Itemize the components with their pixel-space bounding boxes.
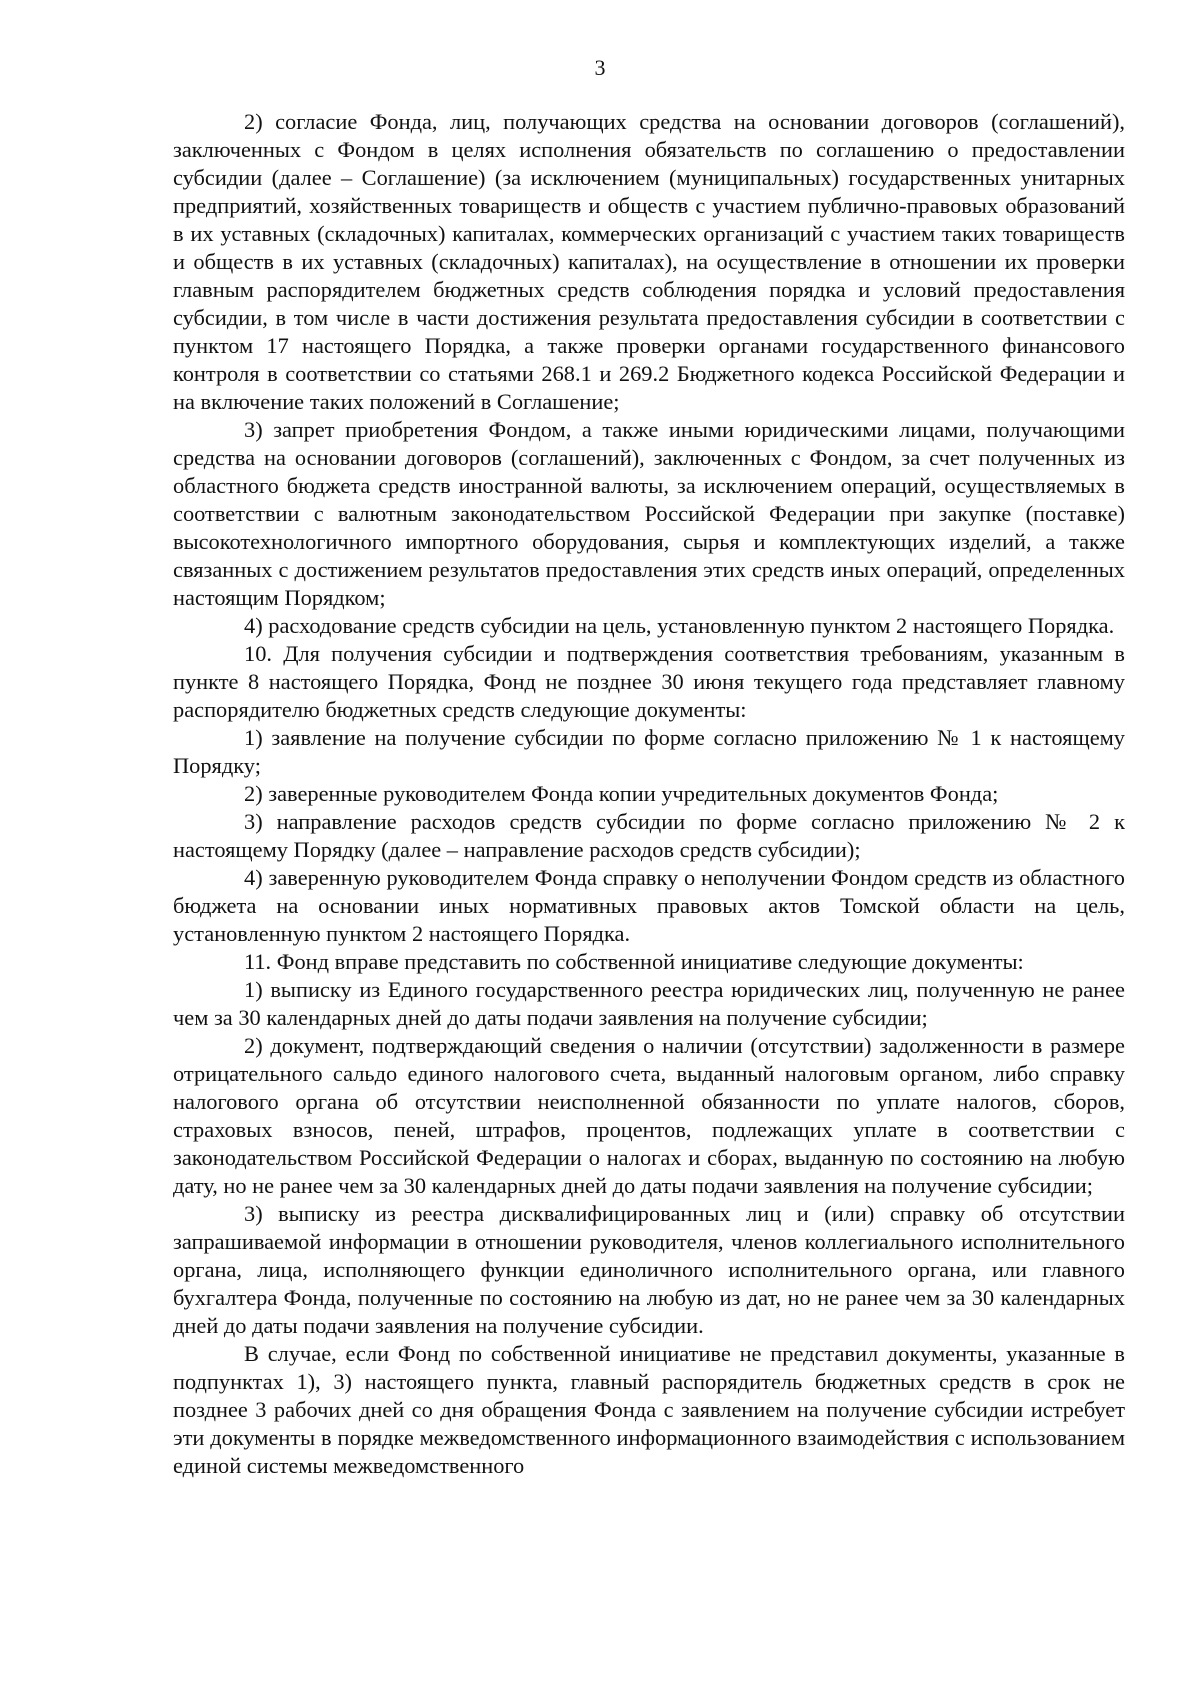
paragraph-section-11-item-1: 1) выписку из Единого государственного реестра юридических лиц, полученную не ранее чем за 30 календарных дней до даты подачи заявления на получение субсидии; xyxy=(173,977,1125,1030)
paragraph-section-10-item-1: 1) заявление на получение субсидии по форме согласно приложению № 1 к настоящему Порядку; xyxy=(173,725,1125,778)
paragraph-section-10-item-3: 3) направление расходов средств субсидии по форме согласно приложению № 2 к настоящему Порядку (далее – направление расходов средств субсидии); xyxy=(173,809,1125,862)
paragraph-section-10-item-2: 2) заверенные руководителем Фонда копии учредительных документов Фонда; xyxy=(244,781,999,806)
paragraph-section-11-closing: В случае, если Фонд по собственной инициативе не представил документы, указанные в подпунктах 1), 3) настоящего пункта, главный распорядитель бюджетных средств в срок не позднее 3 рабочих дней со дня обращения Фонда с заявлением на получение субсидии истребует эти документы в порядке межведомственного информационного взаимодействия с использованием единой системы межведомственного xyxy=(173,1341,1125,1478)
document-body xyxy=(173,108,1125,1480)
paragraph-item-3-prohibition: 3) запрет приобретения Фондом, а также иными юридическими лицами, получающими средства на основании договоров (соглашений), заключенных с Фондом, за счет полученных из областного бюджета средств иностранной валюты, за исключением операций, осуществляемых в соответствии с валютным законодательством Российской Федерации при закупке (поставке) высокотехнологичного импортного оборудования, сырья и комплектующих изделий, а также связанных с достижением результатов предоставления этих средств иных операций, определенных настоящим Порядком; xyxy=(173,417,1125,610)
paragraph-section-10: 10. Для получения субсидии и подтверждения соответствия требованиям, указанным в пункте 8 настоящего Порядка, Фонд не позднее 30 июня текущего года представляет главному распорядителю бюджетных средств следующие документы: xyxy=(173,641,1125,722)
paragraph-section-11: 11. Фонд вправе представить по собственной инициативе следующие документы: xyxy=(244,949,1024,974)
paragraph-section-11-item-2: 2) документ, подтверждающий сведения о наличии (отсутствии) задолженности в размере отрицательного сальдо единого налогового счета, выданный налоговым органом, либо справку налогового органа об отсутствии неисполненной обязанности по уплате налогов, сборов, страховых взносов, пеней, штрафов, процентов, подлежащих уплате в соответствии с законодательством Российской Федерации о налогах и сборах, выданную по состоянию на любую дату, но не ранее чем за 30 календарных дней до даты подачи заявления на получение субсидии; xyxy=(173,1033,1125,1198)
paragraph-section-11-item-3: 3) выписку из реестра дисквалифицированных лиц и (или) справку об отсутствии запрашиваемой информации в отношении руководителя, членов коллегиального исполнительного органа, лица, исполняющего функции единоличного исполнительного органа, или главного бухгалтера Фонда, полученные по состоянию на любую из дат, но не ранее чем за 30 календарных дней до даты подачи заявления на получение субсидии. xyxy=(173,1201,1125,1338)
page-number: 3 xyxy=(594,55,606,80)
paragraph-item-4-spending: 4) расходование средств субсидии на цель, установленную пунктом 2 настоящего Порядка. xyxy=(244,613,1115,638)
paragraph-item-2-consent: 2) согласие Фонда, лиц, получающих средства на основании договоров (соглашений), заключенных с Фондом в целях исполнения обязательств по соглашению о предоставлении субсидии (далее – Соглашение) (за исключением (муниципальных) государственных унитарных предприятий, хозяйственных товариществ и обществ с участием публично-правовых образований в их уставных (складочных) капиталах, коммерческих организаций с участием таких товариществ и обществ в их уставных (складочных) капиталах), на осуществление в отношении их проверки главным распорядителем бюджетных средств соблюдения порядка и условий предоставления субсидии, в том числе в части достижения результата предоставления субсидии в соответствии с пунктом 17 настоящего Порядка, а также проверки органами государственного финансового контроля в соответствии со статьями 268.1 и 269.2 Бюджетного кодекса Российской Федерации и на включение таких положений в Соглашение; xyxy=(173,109,1125,414)
paragraph-section-10-item-4: 4) заверенную руководителем Фонда справку о неполучении Фондом средств из областного бюджета на основании иных нормативных правовых актов Томской области на цель, установленную пунктом 2 настоящего Порядка. xyxy=(173,865,1125,946)
